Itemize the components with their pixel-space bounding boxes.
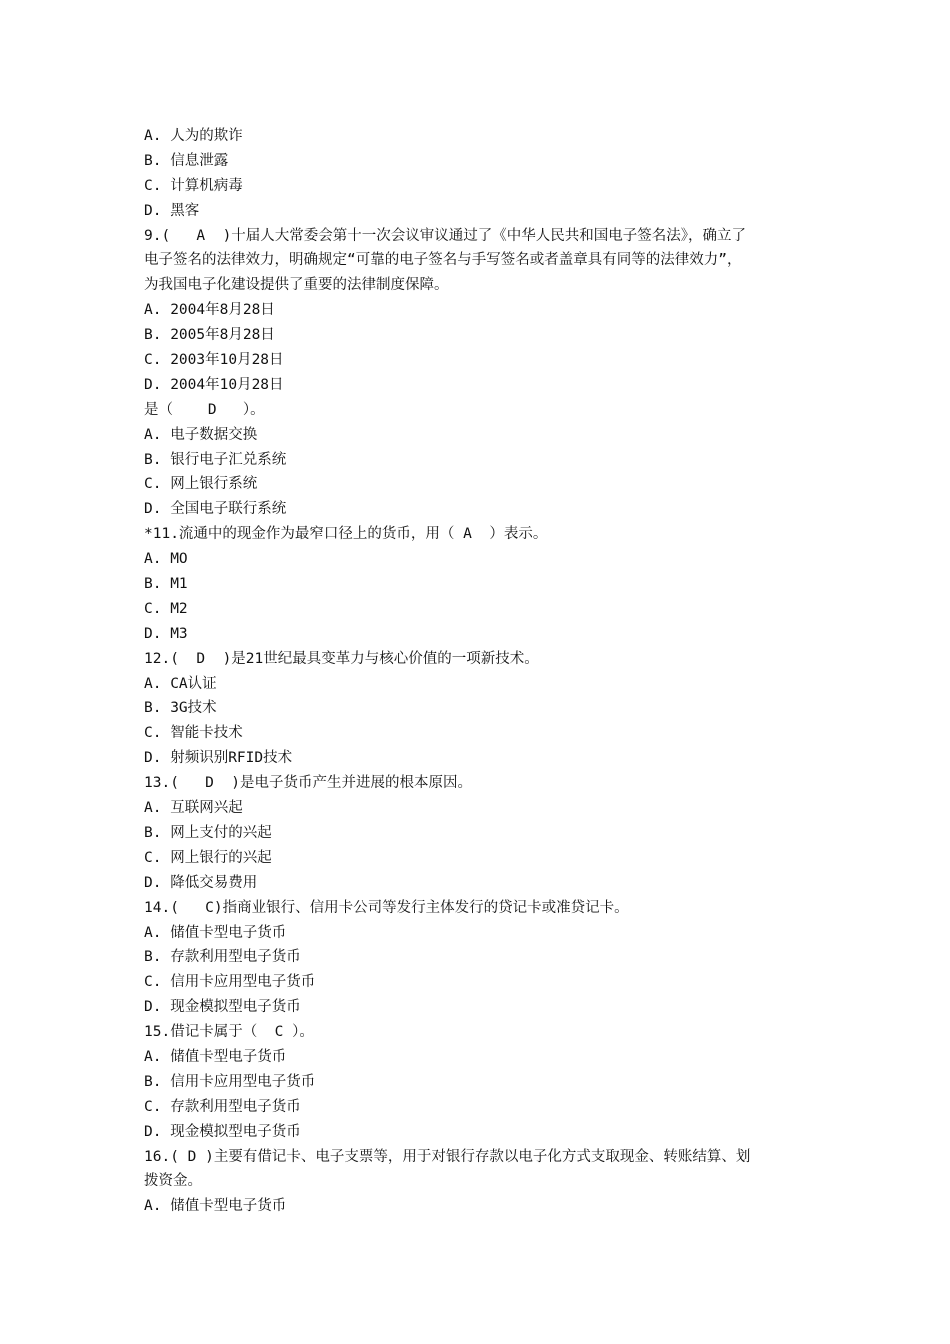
text-line: 16.( D )主要有借记卡、电子支票等，用于对银行存款以电子化方式支取现金、转账结算、划 [144, 1148, 751, 1165]
text-line: A. MO [144, 551, 188, 568]
text-line: D. 2004年10月28日 [144, 376, 284, 393]
text-line: *11.流通中的现金作为最窄口径上的货币，用（ A ）表示。 [144, 526, 548, 543]
text-line: B. 2005年8月28日 [144, 327, 275, 344]
text-line: D. M3 [144, 625, 188, 642]
text-line: D. 现金模拟型电子货币 [144, 1123, 301, 1140]
text-line: B. 网上支付的兴起 [144, 824, 272, 841]
text-line: 拨资金。 [144, 1173, 202, 1190]
text-line: D. 现金模拟型电子货币 [144, 999, 301, 1016]
text-line: B. 信息泄露 [144, 152, 229, 169]
text-line: A. CA认证 [144, 675, 217, 692]
text-line: C. 2003年10月28日 [144, 352, 284, 369]
text-line: D. 射频识别RFID技术 [144, 750, 293, 767]
text-line: D. 降低交易费用 [144, 874, 258, 891]
text-line: 12.( D )是21世纪最具变革力与核心价值的一项新技术。 [144, 650, 539, 667]
text-line: B. 银行电子汇兑系统 [144, 451, 287, 468]
text-line: A. 电子数据交换 [144, 426, 258, 443]
text-line: A. 储值卡型电子货币 [144, 1198, 287, 1215]
text-line: 9.( A )十届人大常委会第十一次会议审议通过了《中华人民共和国电子签名法》，确立了 [144, 227, 747, 244]
text-line: B. 信用卡应用型电子货币 [144, 1073, 316, 1090]
text-line: 13.( D )是电子货币产生并进展的根本原因。 [144, 775, 473, 792]
text-line: C. 存款利用型电子货币 [144, 1098, 301, 1115]
text-line: A. 互联网兴起 [144, 800, 243, 817]
text-line: A. 2004年8月28日 [144, 302, 275, 319]
text-line: C. 信用卡应用型电子货币 [144, 974, 316, 991]
text-line: C. M2 [144, 600, 188, 617]
text-line: A. 储值卡型电子货币 [144, 924, 287, 941]
text-line: 是（ D ）。 [144, 401, 265, 418]
text-line: 电子签名的法律效力，明确规定“可靠的电子签名与手写签名或者盖章具有同等的法律效力”， [144, 252, 742, 269]
document-page [144, 124, 814, 1219]
text-line: C. 智能卡技术 [144, 725, 243, 742]
text-line: C. 网上银行的兴起 [144, 849, 272, 866]
text-line: 15.借记卡属于（ C ）。 [144, 1024, 314, 1041]
text-line: 为我国电子化建设提供了重要的法律制度保障。 [144, 277, 449, 294]
text-line: C. 网上银行系统 [144, 476, 258, 493]
text-line: A. 人为的欺诈 [144, 128, 243, 144]
text-line: 14.( C)指商业银行、信用卡公司等发行主体发行的贷记卡或准贷记卡。 [144, 899, 629, 916]
text-line: C. 计算机病毒 [144, 177, 243, 194]
text-line: B. 3G技术 [144, 700, 217, 717]
text-line: B. 存款利用型电子货币 [144, 949, 301, 966]
text-line: A. 储值卡型电子货币 [144, 1048, 287, 1065]
text-line: B. M1 [144, 576, 188, 593]
text-line: D. 全国电子联行系统 [144, 501, 287, 518]
text-line: D. 黑客 [144, 202, 200, 219]
